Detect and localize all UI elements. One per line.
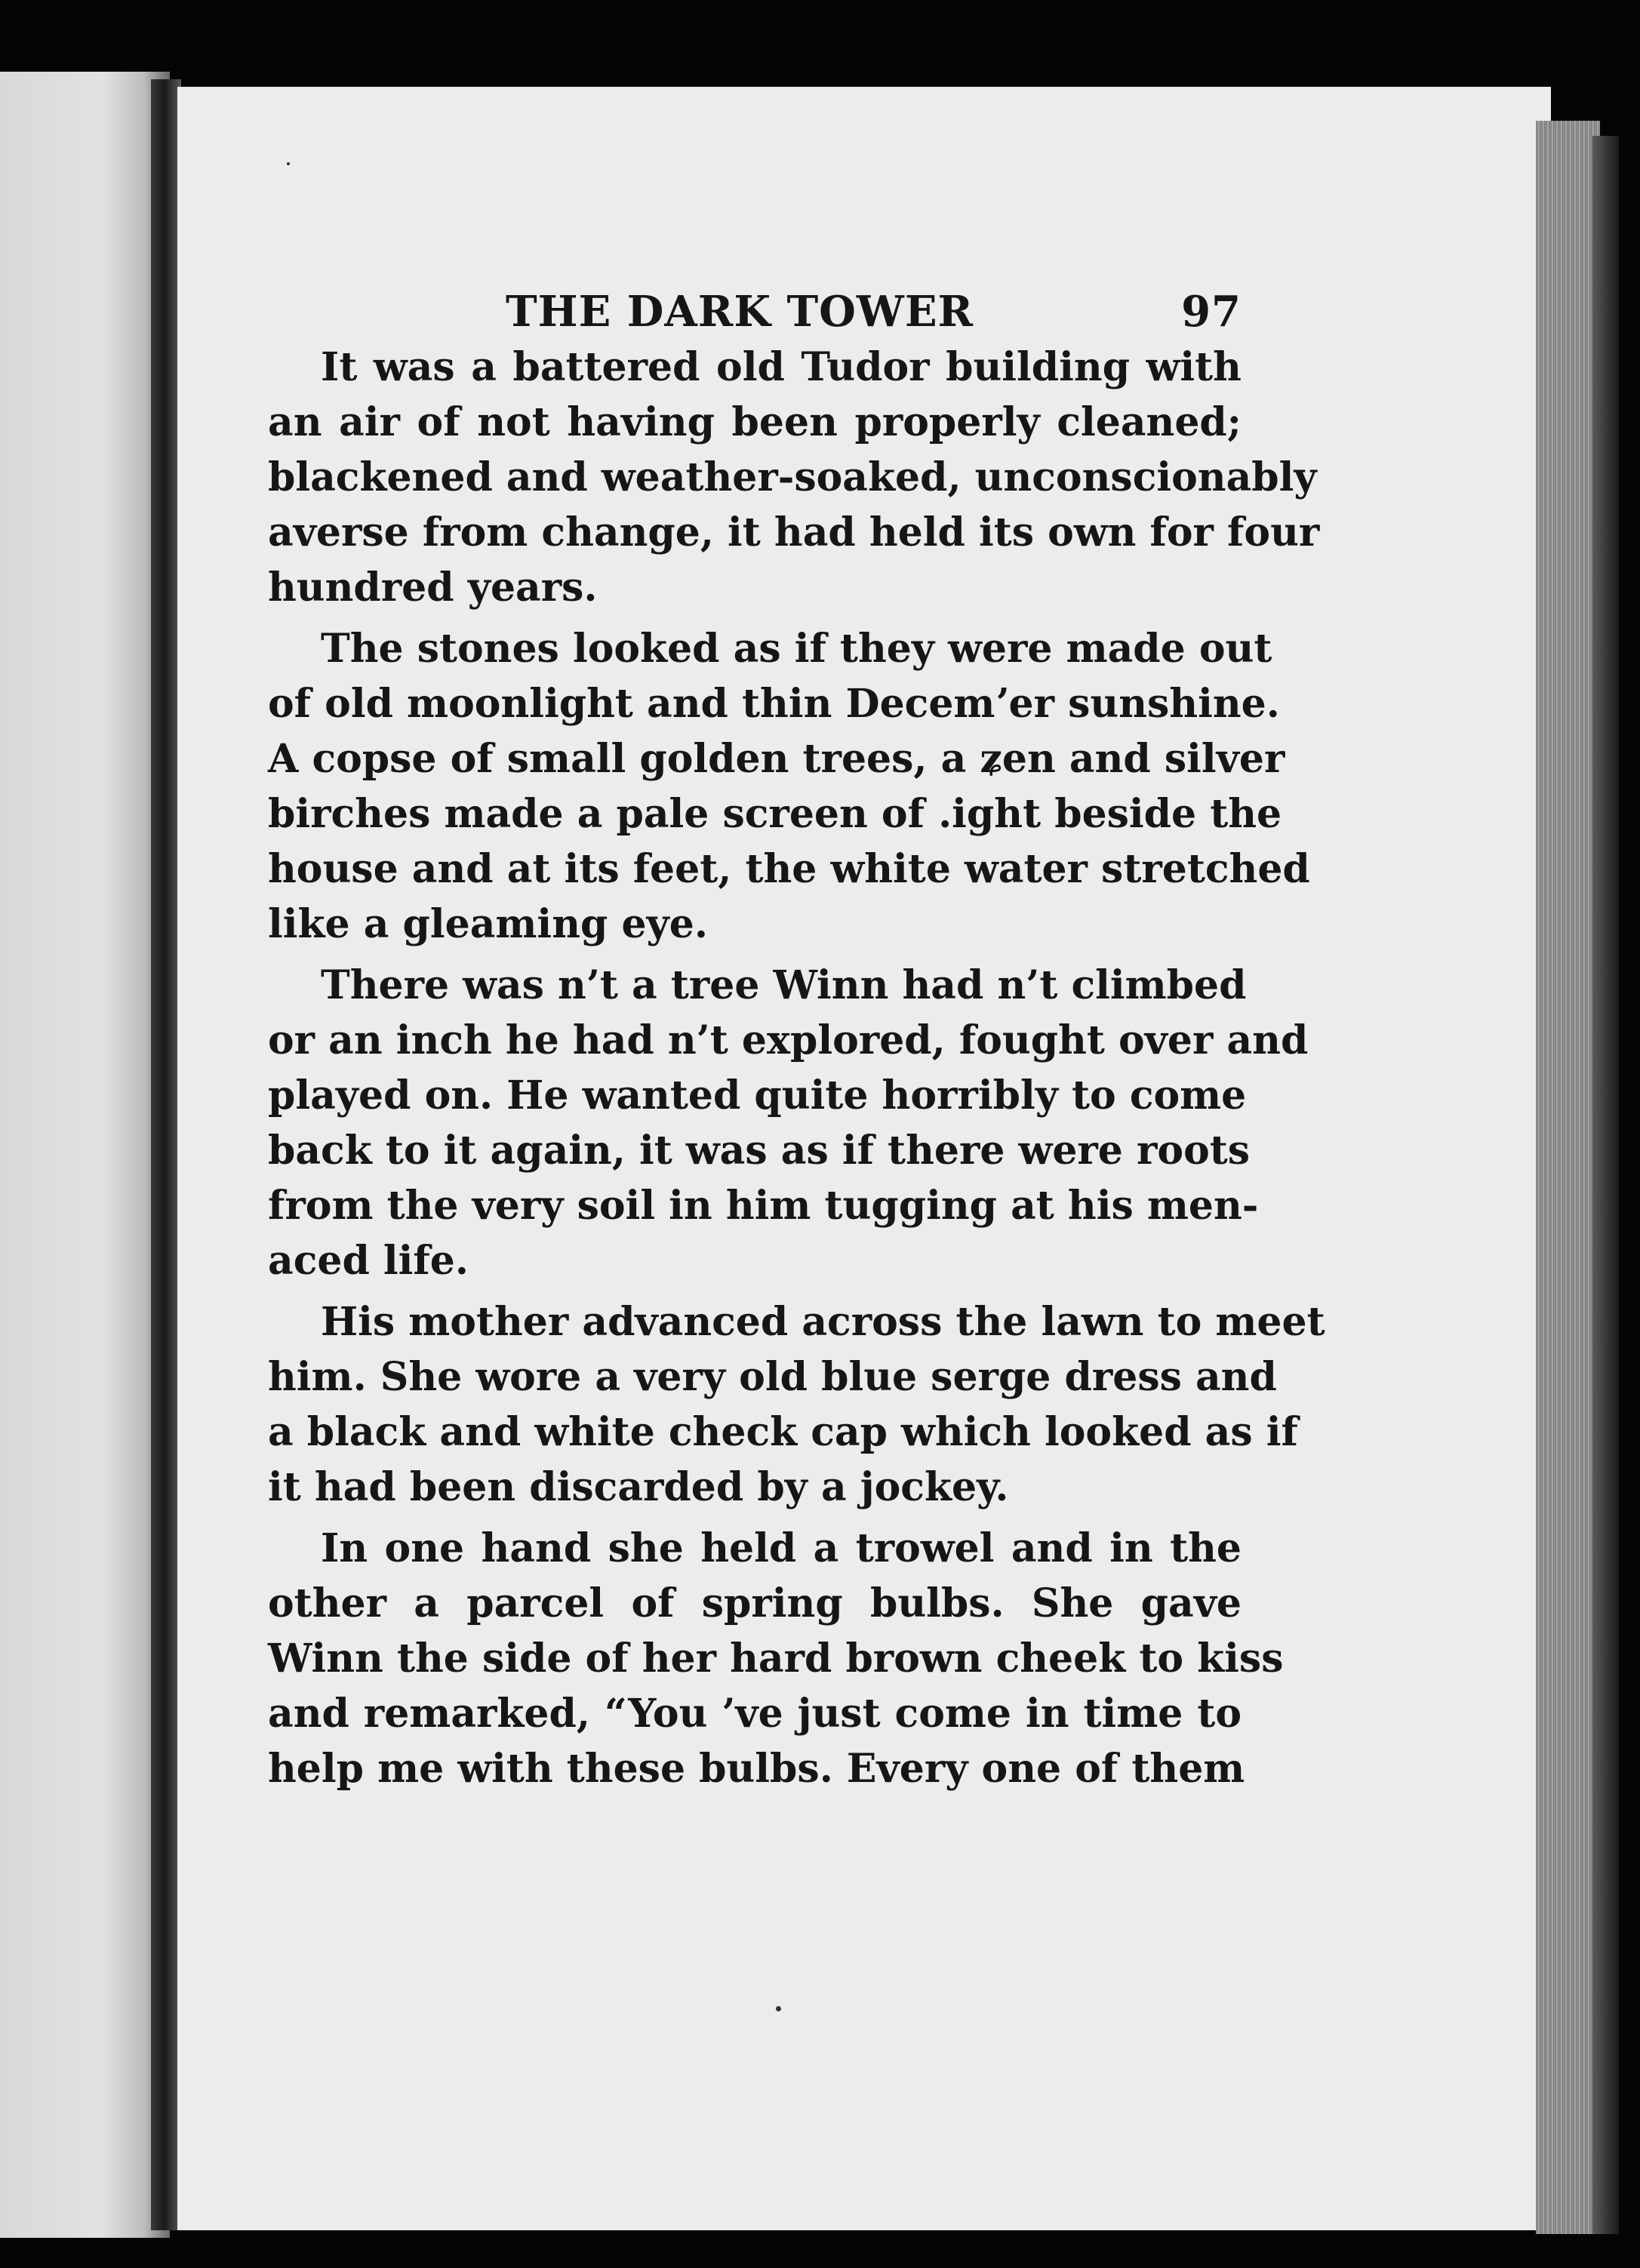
text-line: There was n’t a tree Winn had n’t climbed <box>321 962 1247 1008</box>
text-line: an air of not having been properly cleaned; <box>268 399 1242 445</box>
text-line: It was a battered old Tudor building with <box>321 344 1242 390</box>
left-page-edge <box>0 72 170 2238</box>
text-line: Winn the side of her hard brown cheek to kiss <box>268 1636 1284 1682</box>
text-line: His mother advanced across the lawn to meet <box>321 1299 1325 1345</box>
paragraph <box>268 1521 1284 1796</box>
text-line: other a parcel of spring bulbs. She gave <box>268 1580 1242 1626</box>
text-line: house and at its feet, the white water stretched <box>268 846 1310 892</box>
paper-speck <box>287 162 290 165</box>
text-line: birches made a pale screen of .ight beside the <box>268 791 1282 837</box>
text-line: back to it again, it was as if there were roots <box>268 1128 1251 1174</box>
text-line: like a gleaming eye. <box>268 901 708 947</box>
text-line: blackened and weather-soaked, unconscionably <box>268 454 1317 500</box>
page-text <box>268 272 1325 1802</box>
running-head-title: THE DARK TOWER <box>506 287 974 337</box>
text-line: it had been discarded by a jockey. <box>268 1464 1009 1510</box>
text-line: and remarked, “You ’ve just come in time to <box>268 1691 1242 1737</box>
text-line: A copse of small golden trees, a ʑen and silver <box>268 736 1285 782</box>
text-line: from the very soil in him tugging at his men- <box>268 1183 1259 1229</box>
page-number: 97 <box>1181 287 1242 337</box>
text-line: aced life. <box>268 1238 469 1284</box>
paragraph <box>268 340 1320 615</box>
text-line: played on. He wanted quite horribly to come <box>268 1072 1247 1119</box>
paragraph <box>268 621 1310 952</box>
text-line: him. She wore a very old blue serge dress and <box>268 1354 1277 1400</box>
paper-speck <box>776 2006 781 2011</box>
text-line: In one hand she held a trowel and in the <box>321 1525 1242 1571</box>
page-edges-stack <box>1536 121 1600 2234</box>
text-line: or an inch he had n’t explored, fought over and <box>268 1017 1309 1063</box>
text-line: a black and white check cap which looked as if <box>268 1409 1298 1455</box>
text-line: of old moonlight and thin Decemʼer sunshine. <box>268 681 1280 727</box>
text-line: averse from change, it had held its own for four <box>268 509 1320 555</box>
paragraph <box>268 958 1309 1288</box>
text-line: The stones looked as if they were made out <box>321 626 1272 672</box>
text-line: help me with these bulbs. Every one of them <box>268 1746 1245 1792</box>
text-line: hundred years. <box>268 565 598 611</box>
book-gutter <box>151 79 181 2230</box>
running-head <box>268 272 1242 340</box>
page-edges-shadow <box>1592 136 1619 2234</box>
paragraph <box>268 1294 1325 1515</box>
